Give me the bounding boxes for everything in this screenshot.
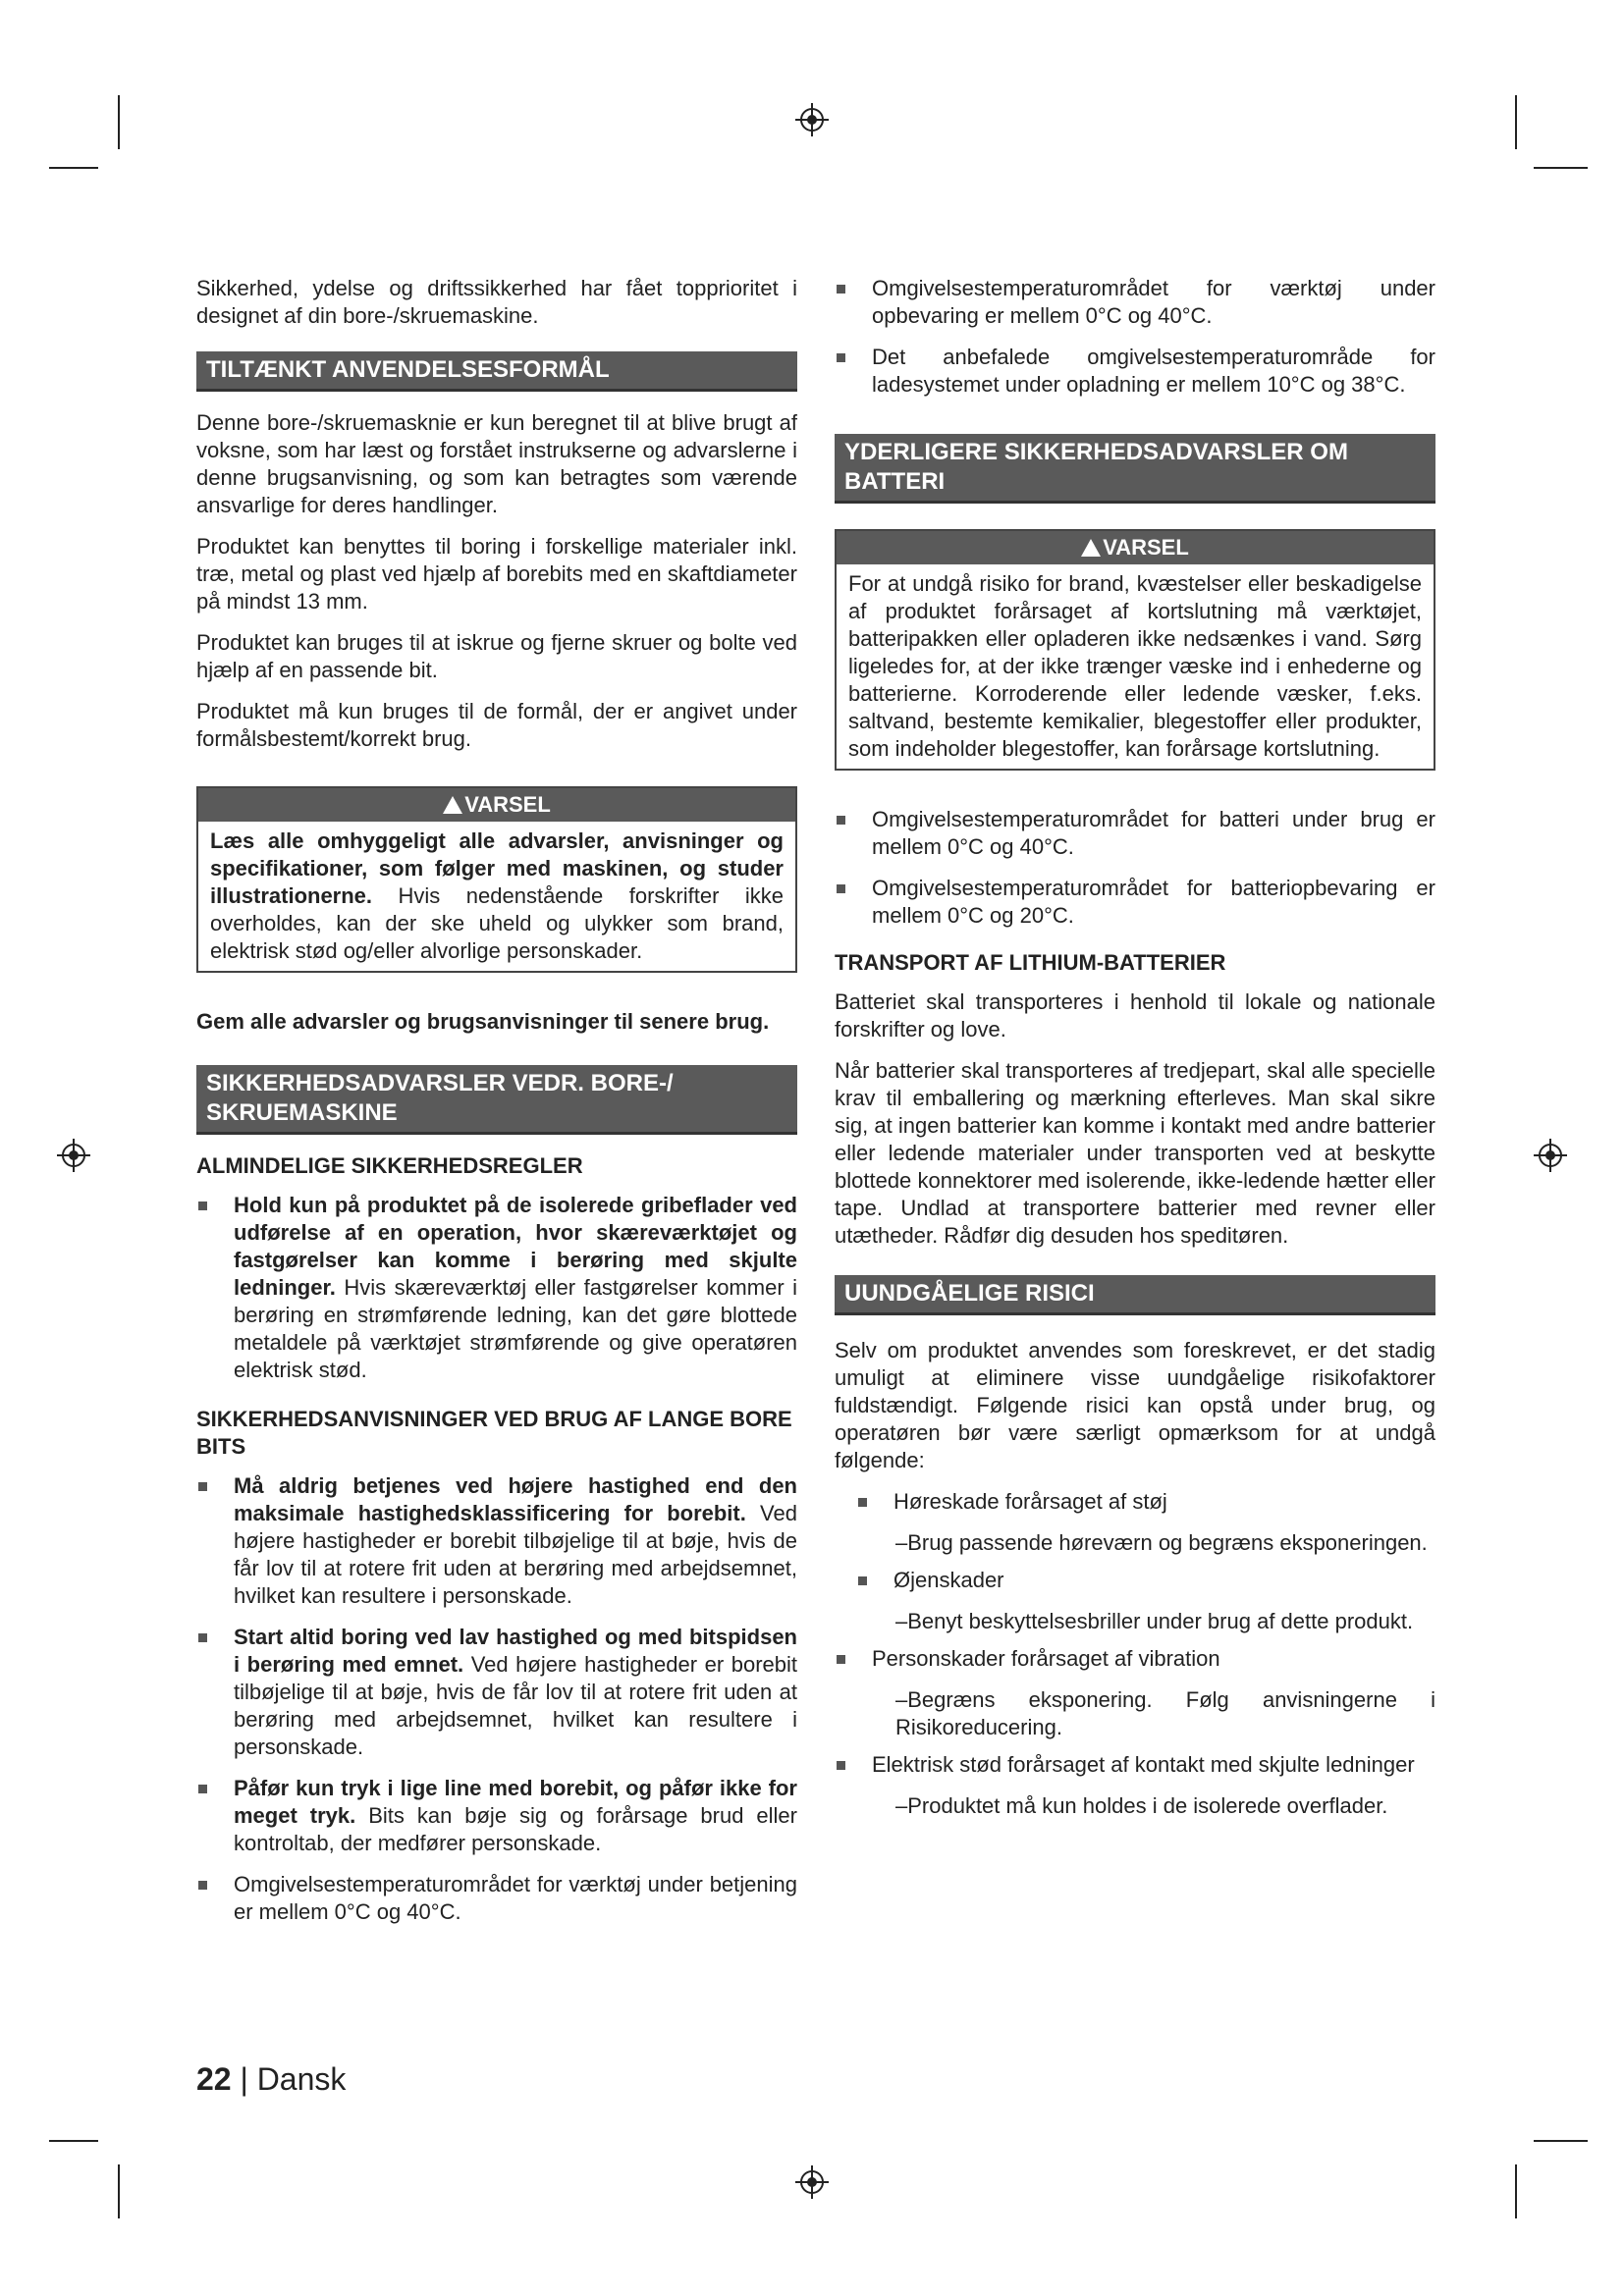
subheading-transport: TRANSPORT AF LITHIUM-BATTERIER (835, 950, 1226, 975)
crop-mark (49, 167, 98, 169)
bullet-text: Høreskade forårsaget af støj (893, 1489, 1167, 1514)
subheading-long-bits: SIKKERHEDSANVISNINGER VED BRUG AF LANGE BORE BITS (196, 1407, 792, 1459)
bullet-text: Ved højere hastigheder er borebit tilbøjelige til at bøje, hvis de får lov til at rotere frit uden at berøring med arbejdsemnet, hvilket kan resultere i personskade. (234, 1501, 797, 1608)
footer-separator: | (231, 2061, 257, 2097)
list-item (196, 1624, 797, 1761)
section-heading-battery: YDERLIGERE SIKKERHEDSADVARSLER OM BATTERI (835, 434, 1435, 504)
registration-mark-icon (795, 103, 829, 136)
bullet-bold-text: Hold kun på produktet på de isolerede gribeflader ved udførelse af en operation, hvor skæreværktøjet og fastgørelser kan komme i berøring med skjulte ledninger. (234, 1193, 797, 1300)
crop-mark (118, 95, 120, 149)
warning-title: VARSEL (464, 792, 551, 817)
warning-box (196, 786, 797, 973)
list-item (856, 1567, 1435, 1594)
crop-mark (1515, 2164, 1517, 2218)
bullet-bold-text: Påfør kun tryk i lige line med borebit, og påfør ikke for meget tryk. (234, 1776, 797, 1828)
paragraph: Produktet kan benyttes til boring i forskellige materialer inkl. træ, metal og plast ved hjælp af borebits med en skaftdiameter på mindst 13 mm. (196, 534, 797, 614)
dash-item: –Brug passende høreværn og begræns eksponeringen. (895, 1530, 1428, 1555)
crop-mark (49, 2140, 98, 2142)
warning-text: Hvis nedenstående forskrifter ikke overholdes, kan der ske uheld og ulykker som brand, elektrisk stød og/eller alvorlige personskader. (210, 883, 784, 963)
bullet-icon (858, 1576, 867, 1585)
page-number: 22 (196, 2061, 232, 2097)
crop-mark (1515, 95, 1517, 149)
bullet-icon (837, 816, 845, 825)
warning-bold-text: Læs alle omhyggeligt alle advarsler, anvisninger og specifikationer, som følger med maskinen, og studer illustrationerne. (210, 828, 784, 908)
bullet-icon (198, 1201, 207, 1210)
registration-mark-icon (57, 1139, 90, 1172)
paragraph: Selv om produktet anvendes som foreskrevet, er det stadig umuligt at eliminere visse uundgåelige risikofaktorer fuldstændigt. Følgende risici kan opstå under brug, og operatøren bør være særligt opmærksom for at undgå følgende: (835, 1338, 1435, 1472)
section-heading-risks: UUNDGÅELIGE RISICI (835, 1275, 1435, 1315)
warning-triangle-icon (1081, 539, 1101, 557)
bullet-text: Omgivelsestemperaturområdet for værktøj under opbevaring er mellem 0°C og 40°C. (872, 276, 1435, 328)
page-footer (196, 2059, 346, 2099)
paragraph: Når batterier skal transporteres af tredjepart, skal alle specielle krav til emballering og mærkning efterleves. Man skal sikre sig, at ingen batterier kan komme i kontakt med andre batterier eller ledende materialer under transporten ved at beskytte blottede konnektorer med isolerende, ikke-ledende hætter eller tape. Undlad at transportere batterier med revner eller utætheder. Rådfør dig desuden hos speditøren. (835, 1058, 1435, 1248)
list-item (835, 344, 1435, 399)
left-column (196, 275, 797, 1940)
list-item (196, 1871, 797, 1926)
bullet-bold-text: Må aldrig betjenes ved højere hastighed end den maksimale hastighedsklassificering for borebit. (234, 1473, 797, 1525)
registration-mark-icon (1534, 1139, 1567, 1172)
registration-mark-icon (795, 2165, 829, 2199)
section-heading-safety: SIKKERHEDSADVARSLER VEDR. BORE-/ SKRUEMASKINE (196, 1065, 797, 1135)
save-instructions: Gem alle advarsler og brugsanvisninger til senere brug. (196, 1009, 770, 1034)
bullet-bold-text: Start altid boring ved lav hastighed og med bitspidsen i berøring med emnet. (234, 1625, 797, 1677)
paragraph: Produktet må kun bruges til de formål, der er angivet under formålsbestemt/korrekt brug. (196, 699, 797, 751)
bullet-text: Omgivelsestemperaturområdet for batteriopbevaring er mellem 0°C og 20°C. (872, 876, 1435, 928)
list-item (835, 275, 1435, 330)
warning-title: VARSEL (1103, 535, 1189, 560)
bullet-icon (858, 1498, 867, 1507)
section-heading-intended-use: TILTÆNKT ANVENDELSESFORMÅL (196, 351, 797, 392)
bullet-icon (837, 1655, 845, 1664)
warning-box (835, 529, 1435, 771)
warning-body (198, 822, 795, 971)
subheading-general: ALMINDELIGE SIKKERHEDSREGLER (196, 1153, 583, 1178)
bullet-icon (198, 1633, 207, 1642)
bullet-text: Bits kan bøje sig og forårsage brud eller kontroltab, der medfører personskade. (234, 1803, 797, 1855)
list-item (835, 875, 1435, 930)
bullet-text: Ved højere hastigheder er borebit tilbøjelige til at bøje, hvis de får lov til at rotere frit uden at berøring med arbejdsemnet, hvilket kan resultere i personskade. (234, 1652, 797, 1759)
bullet-text: Elektrisk stød forårsaget af kontakt med skjulte ledninger (872, 1752, 1415, 1777)
bullet-text: Omgivelsestemperaturområdet for batteri under brug er mellem 0°C og 40°C. (872, 807, 1435, 859)
warning-body: For at undgå risiko for brand, kvæstelser eller beskadigelse af produktet forårsaget af kortslutning må værktøjet, batteripakken eller opladeren ikke nedsænkes i vand. Sørg ligeledes for, at der ikke trænger væske ind i enhederne og batterierne. Korroderende eller ledende væsker, f.eks. saltvand, bestemte kemikalier, blegestoffer eller produkter, som indeholder blegestoffer, kan forårsage kortslutning. (848, 571, 1422, 761)
paragraph: Produktet kan bruges til at iskrue og fjerne skruer og bolte ved hjælp af en passende bit. (196, 630, 797, 682)
list-item (196, 1472, 797, 1610)
list-item (835, 1751, 1435, 1779)
warning-header (198, 788, 795, 822)
bullet-text: Det anbefalede omgivelsestemperaturområde for ladesystemet under opladning er mellem 10°C og 38°C. (872, 345, 1435, 397)
bullet-text: Hvis skæreværktøj eller fastgørelser kommer i berøring en strømførende ledning, kan det gøre blottede metaldele på værktøjet strømførende og give operatøren elektrisk stød. (234, 1275, 797, 1382)
bullet-text: Øjenskader (893, 1568, 1004, 1592)
crop-mark (1534, 167, 1588, 169)
warning-triangle-icon (443, 796, 462, 814)
crop-mark (118, 2164, 120, 2218)
bullet-icon (837, 285, 845, 294)
bullet-icon (837, 1761, 845, 1770)
right-column (835, 275, 1435, 1830)
intro-paragraph: Sikkerhed, ydelse og driftssikkerhed har fået topprioritet i designet af din bore-/skruemaskine. (196, 276, 797, 328)
bullet-text: Omgivelsestemperaturområdet for værktøj under betjening er mellem 0°C og 40°C. (234, 1872, 797, 1924)
bullet-icon (837, 353, 845, 362)
bullet-icon (198, 1881, 207, 1890)
bullet-icon (198, 1785, 207, 1793)
dash-item: –Benyt beskyttelsesbriller under brug af dette produkt. (895, 1609, 1414, 1633)
warning-header (837, 531, 1434, 564)
bullet-icon (198, 1482, 207, 1491)
list-item (196, 1775, 797, 1857)
dash-item: –Produktet må kun holdes i de isolerede overflader. (895, 1793, 1388, 1818)
crop-mark (1534, 2140, 1588, 2142)
footer-language: Dansk (256, 2061, 347, 2097)
paragraph: Denne bore-/skruemasknie er kun beregnet til at blive brugt af voksne, som har læst og forstået instrukserne og advarslerne i denne brugsanvisning, og som kan betragtes som værende ansvarlige for deres handlinger. (196, 410, 797, 517)
paragraph: Batteriet skal transporteres i henhold til lokale og nationale forskrifter og love. (835, 989, 1435, 1041)
bullet-text: Personskader forårsaget af vibration (872, 1646, 1220, 1671)
list-item (835, 806, 1435, 861)
dash-item: –Begræns eksponering. Følg anvisningerne i Risikoreducering. (895, 1687, 1435, 1739)
list-item (856, 1488, 1435, 1516)
list-item (835, 1645, 1435, 1673)
list-item (196, 1192, 797, 1384)
bullet-icon (837, 884, 845, 893)
